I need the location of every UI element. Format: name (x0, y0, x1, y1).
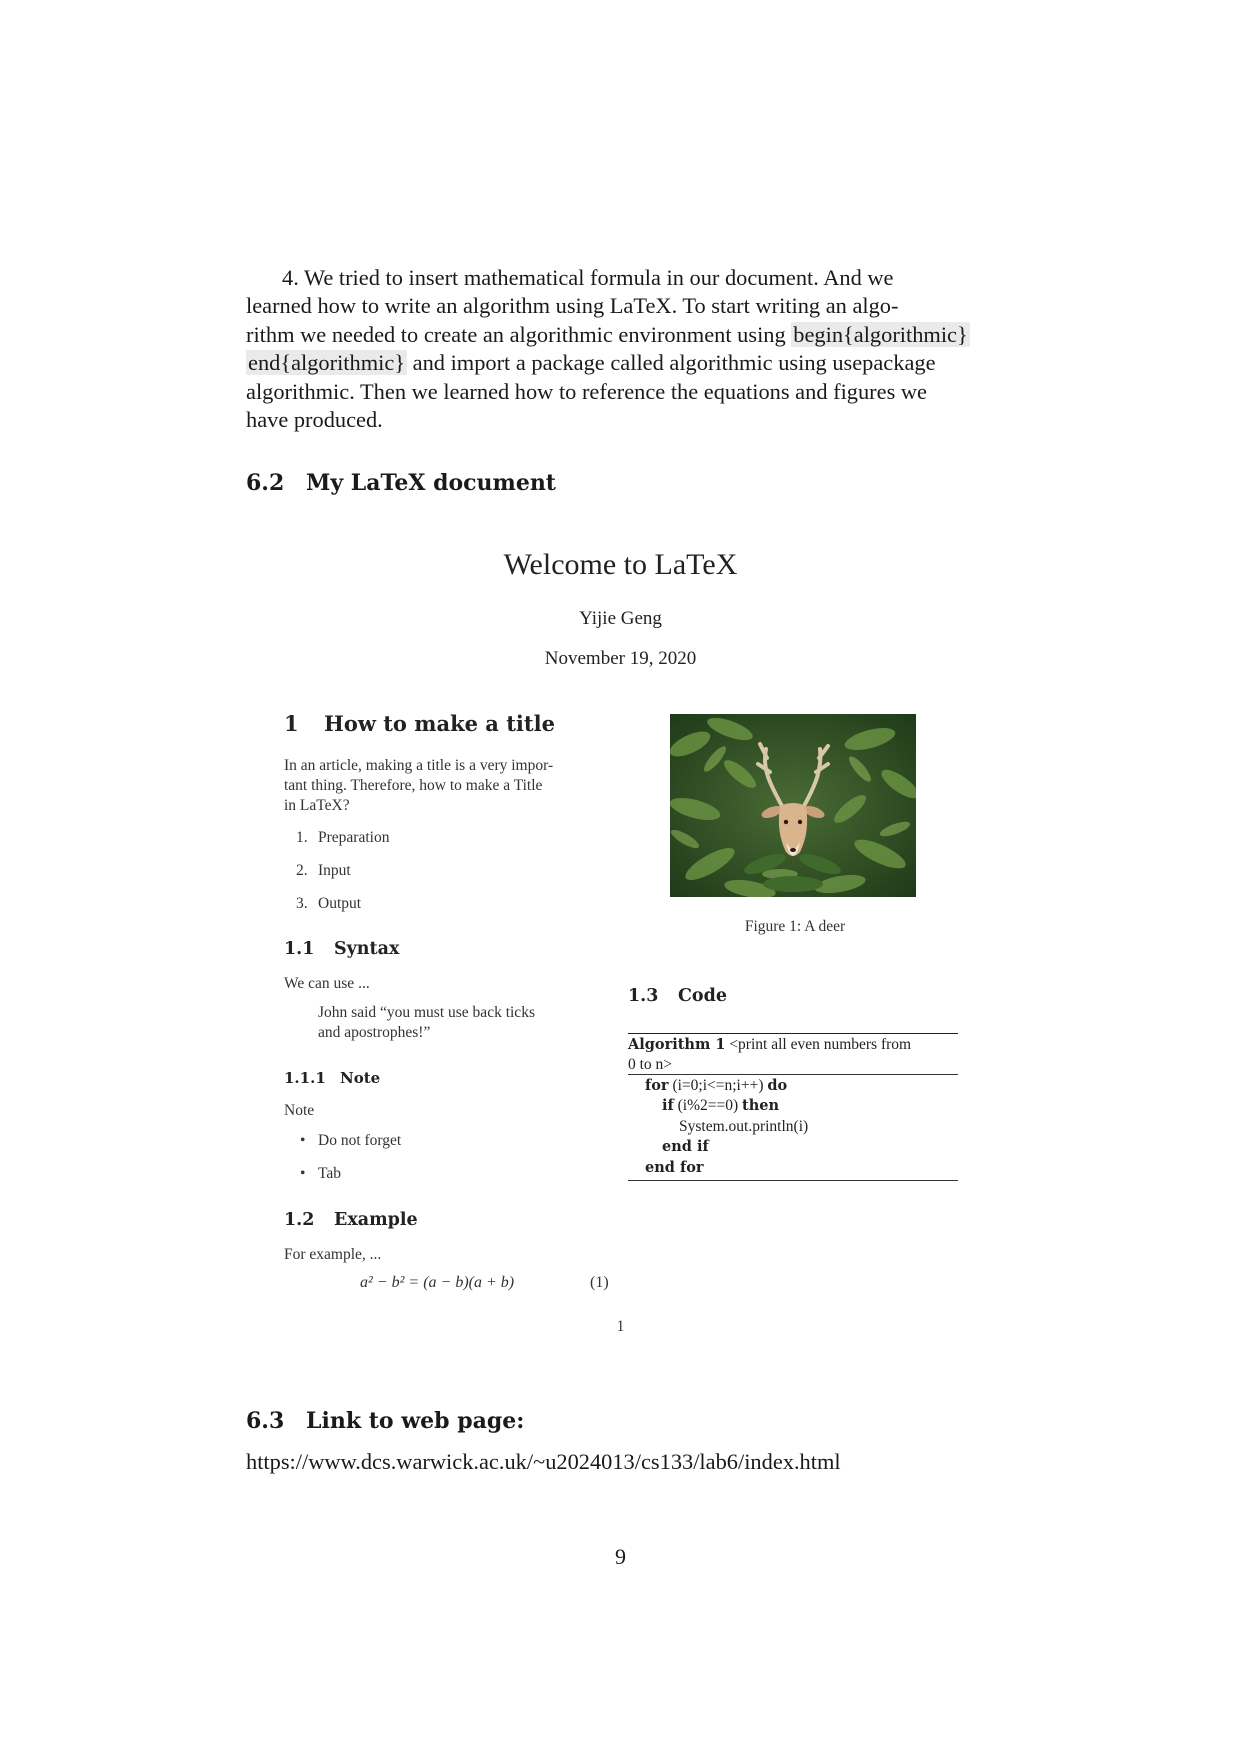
algorithm-top-rule (628, 1033, 958, 1034)
quote-line: and apostrophes!” (318, 1024, 431, 1041)
bullet-item (300, 1131, 401, 1151)
paragraph-line (246, 321, 1006, 349)
algorithm-caption-line2: 0 to n> (628, 1056, 673, 1073)
intro-line: tant thing. Therefore, how to make a Title (284, 777, 543, 794)
keyword: end if (662, 1138, 709, 1155)
algorithm-caption (628, 1036, 911, 1054)
inset-doc-author: Yijie Geng (579, 608, 662, 629)
bullet-marker: • (300, 1165, 306, 1182)
paragraph-text: and import a package called algorithmic using usepackage (407, 350, 936, 376)
section-title: Link to web page: (306, 1408, 525, 1434)
figure-caption: Figure 1: A deer (744, 918, 846, 935)
inset-heading-1-3 (628, 986, 727, 1006)
paragraph-line: algorithmic. Then we learned how to reference the equations and figures we (246, 378, 927, 404)
keyword: then (742, 1097, 780, 1114)
keyword: for (645, 1077, 669, 1094)
paragraph-line: learned how to write an algorithm using LaTeX. To start writing an algo- (246, 293, 899, 319)
paragraph-text: rithm we needed to create an algorithmic environment using (246, 321, 792, 347)
algorithm-line (662, 1138, 709, 1156)
inset-heading-1 (284, 711, 555, 736)
keyword: if (662, 1097, 674, 1114)
quote-line: John said “you must use back ticks (318, 1004, 535, 1021)
note-text: Note (284, 1102, 315, 1119)
intro-line: in LaTeX? (284, 797, 350, 814)
list-marker: 3. (296, 895, 308, 912)
heading-number: 1.3 (628, 986, 659, 1006)
heading-title: Example (334, 1210, 418, 1230)
list-text: Output (318, 895, 362, 912)
algorithm-label: Algorithm 1 (628, 1036, 726, 1053)
list-text: Input (318, 862, 351, 879)
bullet-text: Do not forget (318, 1132, 402, 1149)
inset-heading-1-1 (284, 939, 399, 959)
list-text: Preparation (318, 829, 390, 846)
quote-block (318, 1003, 535, 1043)
algorithm-line (645, 1159, 704, 1177)
bullet-marker: • (300, 1132, 306, 1149)
web-page-link[interactable]: https://www.dcs.warwick.ac.uk/~u2024013/cs133/lab6/index.html (246, 1449, 841, 1474)
section-heading-6-3 (246, 1408, 524, 1434)
code-snippet-end: end{algorithmic} (248, 350, 406, 376)
list-item (296, 894, 361, 914)
code-snippet-begin: begin{algorithmic} (793, 321, 968, 347)
example-text: For example, ... (284, 1246, 382, 1263)
heading-title: How to make a title (324, 711, 555, 736)
syntax-text: We can use ... (284, 975, 370, 992)
inset-heading-1-2 (284, 1210, 418, 1230)
paragraph-line: 4. We tried to insert mathematical formula in our document. And we (282, 265, 894, 290)
code-text: (i=0;i<=n;i++) (668, 1077, 768, 1094)
page-number: 9 (615, 1544, 626, 1569)
code-text: (i%2==0) (673, 1097, 743, 1114)
bullet-item (300, 1164, 341, 1184)
heading-title: Note (340, 1069, 381, 1087)
equation: a² − b² = (a − b)(a + b) (360, 1274, 515, 1291)
heading-number: 1.1 (284, 939, 315, 959)
keyword: do (767, 1077, 788, 1094)
paragraph-line: have produced. (246, 407, 383, 433)
section-heading-6-2 (246, 470, 556, 496)
list-marker: 1. (296, 829, 308, 846)
intro-line: In an article, making a title is a very impor- (284, 757, 554, 774)
section-number: 6.2 (246, 470, 285, 496)
heading-number: 1.2 (284, 1210, 315, 1230)
heading-title: Syntax (334, 939, 400, 959)
code-text: System.out.println(i) (679, 1118, 809, 1135)
intro-paragraph (246, 264, 1006, 434)
algorithm-caption-text: <print all even numbers from (729, 1036, 912, 1053)
list-item (296, 861, 351, 881)
bullet-text: Tab (318, 1165, 342, 1182)
deer-illustration (670, 714, 916, 897)
deer-photo (670, 714, 916, 897)
algorithm-line (645, 1077, 787, 1095)
inset-doc-date: November 19, 2020 (544, 648, 697, 669)
algorithm-line (679, 1118, 808, 1136)
inset-page-number: 1 (616, 1318, 625, 1335)
list-marker: 2. (296, 862, 308, 879)
paragraph-line (246, 349, 1006, 377)
heading-title: Code (678, 986, 727, 1006)
section-title: My LaTeX document (306, 470, 556, 496)
inset-heading-1-1-1 (284, 1069, 380, 1087)
inset-intro-text (284, 756, 553, 816)
algorithm-bottom-rule (628, 1180, 958, 1181)
algorithm-mid-rule (628, 1074, 958, 1075)
algorithm-line (662, 1097, 779, 1115)
equation-number: (1) (590, 1274, 609, 1291)
heading-number: 1 (284, 711, 299, 736)
inset-doc-title: Welcome to LaTeX (503, 548, 738, 581)
section-number: 6.3 (246, 1408, 285, 1434)
list-item (296, 828, 389, 848)
keyword: end for (645, 1159, 704, 1176)
heading-number: 1.1.1 (284, 1069, 326, 1087)
